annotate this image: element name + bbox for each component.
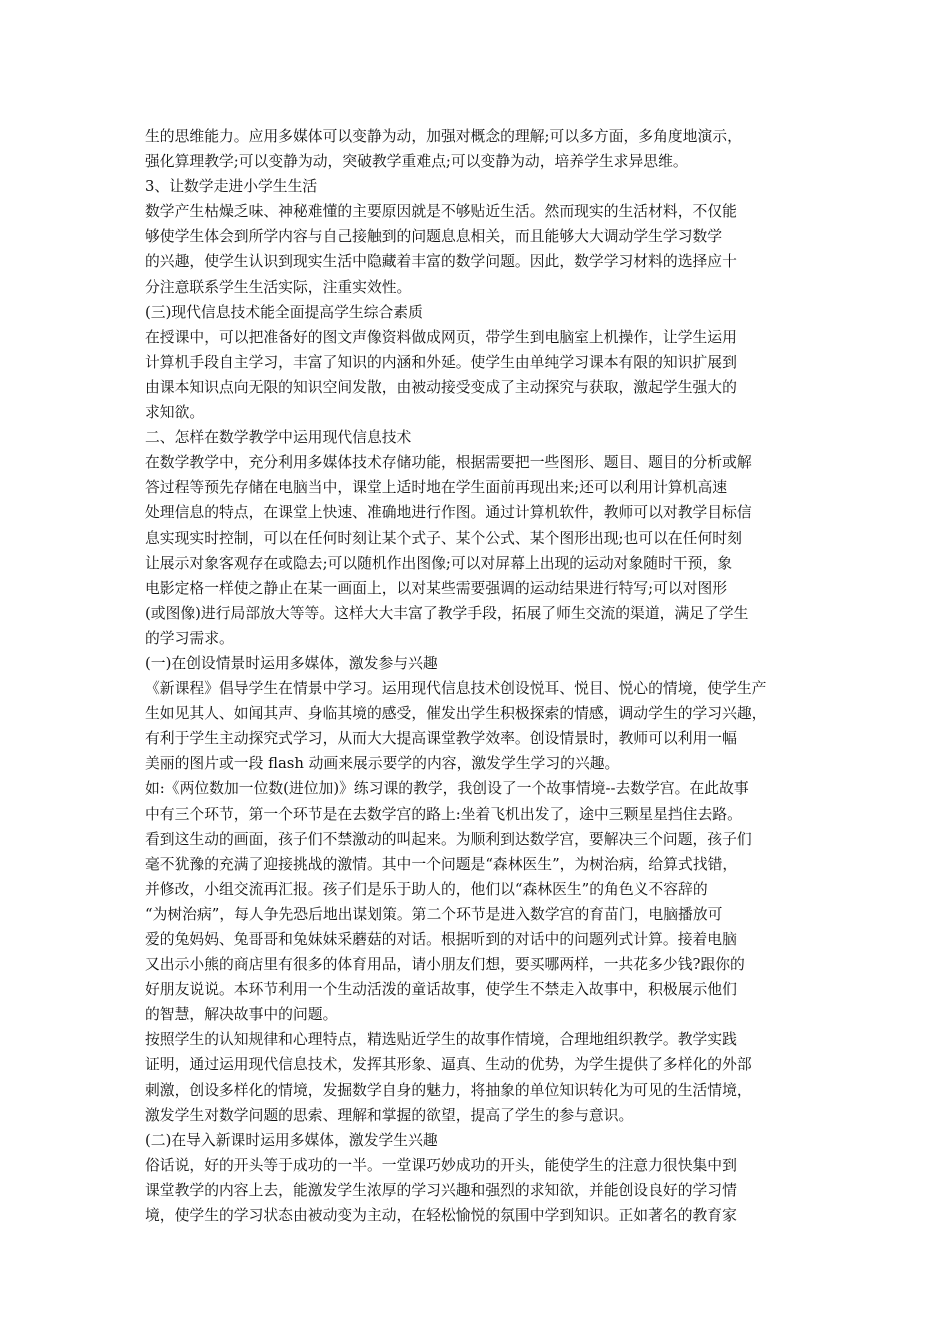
text-line: 在授课中，可以把准备好的图文声像资料做成网页，带学生到电脑室上机操作，让学生运用	[145, 328, 737, 346]
text-line: 由课本知识点向无限的知识空间发散，由被动接受变成了主动探究与获取，激起学生强大的	[145, 378, 737, 396]
text-line: 处理信息的特点，在课堂上快速、准确地进行作图。通过计算机软件，教师可以对教学目标信	[145, 504, 752, 522]
text-line: 又出示小熊的商店里有很多的体育用品，请小朋友们想，要买哪两样，一共花多少钱?跟你的	[145, 956, 745, 974]
text-line: 的智慧，解决故事中的问题。	[145, 1006, 338, 1024]
text-line: 激发学生对数学问题的思索、理解和掌握的欲望，提高了学生的参与意识。	[145, 1106, 634, 1124]
text-line: 毫不犹豫的充满了迎接挑战的激情。其中一个问题是“森林医生”，为树治病，给算式找错，	[145, 855, 738, 873]
text-line: 生如见其人、如闻其声、身临其境的感受，催发出学生积极探索的情感，调动学生的学习兴趣，	[145, 705, 767, 723]
text-line: (二)在导入新课时运用多媒体，激发学生兴趣	[145, 1131, 438, 1149]
text-line: 分注意联系学生生活实际，注重实效性。	[145, 278, 412, 296]
text-line: 中有三个环节，第一个环节是在去数学宫的路上:坐着飞机出发了，途中三颗星星挡住去路。	[145, 805, 742, 823]
text-line: “为树治病”，每人争先恐后地出谋划策。第二个环节是进入数学宫的育苗门，电脑播放可	[145, 905, 723, 923]
text-line: 境，使学生的学习状态由被动变为主动，在轻松愉悦的氛围中学到知识。正如著名的教育家	[145, 1207, 737, 1225]
text-line: 够使学生体会到所学内容与自己接触到的问题息息相关，而且能够大大调动学生学习数学	[145, 228, 723, 246]
text-line: 并修改，小组交流再汇报。孩子们是乐于助人的，他们以“森林医生”的角色义不容辞的	[145, 880, 708, 898]
text-line: 按照学生的认知规律和心理特点，精选贴近学生的故事作情境，合理地组织教学。教学实践	[145, 1031, 737, 1049]
text-line: 的学习需求。	[145, 629, 234, 647]
text-line: (或图像)进行局部放大等等。这样大大丰富了教学手段，拓展了师生交流的渠道，满足了学生	[145, 604, 749, 622]
text-line: 《新课程》倡导学生在情景中学习。运用现代信息技术创设悦耳、悦目、悦心的情境，使学生产	[145, 680, 767, 698]
text-line: 爱的兔妈妈、兔哥哥和兔妹妹采蘑菇的对话。根据听到的对话中的问题列式计算。接着电脑	[145, 931, 737, 948]
text-line: 有利于学生主动探究式学习，从而大大提高课堂教学效率。创设情景时，教师可以利用一幅	[145, 730, 737, 748]
document-page	[145, 124, 810, 1228]
text-line: (三)现代信息技术能全面提高学生综合素质	[145, 303, 423, 321]
text-line: 答过程等预先存储在电脑当中，课堂上适时地在学生面前再现出来;还可以利用计算机高速	[145, 479, 728, 497]
text-line: 课堂教学的内容上去，能激发学生浓厚的学习兴趣和强烈的求知欲，并能创设良好的学习情	[145, 1181, 737, 1199]
text-line: (一)在创设情景时运用多媒体，激发参与兴趣	[145, 654, 438, 672]
text-line: 让展示对象客观存在或隐去;可以随机作出图像;可以对屏幕上出现的运动对象随时干预，象	[145, 554, 733, 572]
text-line: 刺激，创设多样化的情境，发掘数学自身的魅力，将抽象的单位知识转化为可见的生活情境，	[145, 1081, 752, 1099]
text-line: 美丽的图片或一段 flash 动画来展示要学的内容，激发学生学习的兴趣。	[145, 755, 620, 773]
text-line: 看到这生动的画面，孩子们不禁激动的叫起来。为顺利到达数学宫，要解决三个问题，孩子们	[145, 830, 752, 848]
text-line: 3、让数学走进小学生生活	[145, 178, 318, 196]
text-line: 二、怎样在数学教学中运用现代信息技术	[145, 429, 412, 447]
text-line: 在数学教学中，充分利用多媒体技术存储功能，根据需要把一些图形、题目、题目的分析或解	[145, 454, 752, 472]
text-line: 计算机手段自主学习，丰富了知识的内涵和外延。使学生由单纯学习课本有限的知识扩展到	[145, 353, 737, 371]
text-line: 强化算理教学;可以变静为动，突破教学重难点;可以变静为动，培养学生求异思维。	[145, 153, 688, 171]
text-line: 证明，通过运用现代信息技术，发挥其形象、逼真、生动的优势，为学生提供了多样化的外部	[145, 1056, 752, 1074]
text-line: 生的思维能力。应用多媒体可以变静为动，加强对概念的理解;可以多方面，多角度地演示，	[145, 128, 742, 145]
text-line: 俗话说，好的开头等于成功的一半。一堂课巧妙成功的开头，能使学生的注意力很快集中到	[145, 1156, 737, 1174]
text-line: 电影定格一样使之静止在某一画面上，以对某些需要强调的运动结果进行特写;可以对图形	[145, 579, 728, 597]
text-line: 求知欲。	[145, 404, 205, 422]
text-line: 数学产生枯燥乏味、神秘难懂的主要原因就是不够贴近生活。然而现实的生活材料，不仅能	[145, 203, 737, 221]
text-line: 如:《两位数加一位数(进位加)》练习课的教学，我创设了一个故事情境--去数学宫。在此故事	[145, 780, 749, 798]
text-line: 的兴趣，使学生认识到现实生活中隐藏着丰富的数学问题。因此，数学学习材料的选择应十	[145, 253, 737, 271]
text-line: 好朋友说说。本环节利用一个生动活泼的童话故事，使学生不禁走入故事中，积极展示他们	[145, 981, 737, 999]
text-line: 息实现实时控制，可以在任何时刻让某个式子、某个公式、某个图形出现;也可以在任何时刻	[145, 529, 742, 547]
